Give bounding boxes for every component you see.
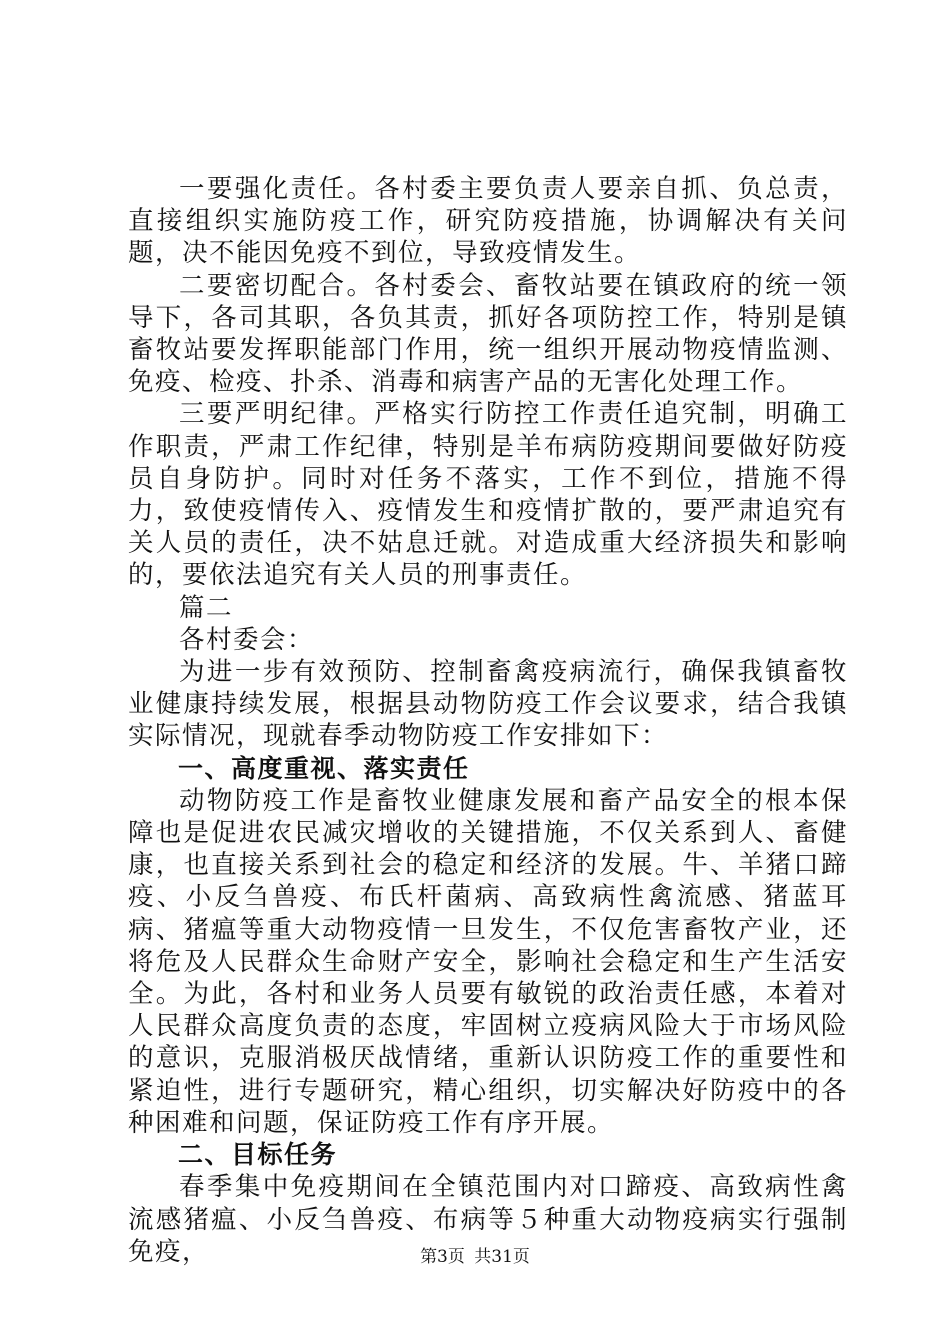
heading-emphasis: 一、高度重视、落实责任	[178, 753, 470, 783]
paragraph-discipline: 三要严明纪律。严格实行防控工作责任追究制，明确工作职责，严肃工作纪律，特别是羊布病防疫期间要做好防疫员自身防护。同时对任务不落实，工作不到位，措施不得力，致使疫情传入、疫情发生和疫情扩散的，要严肃追究有关人员的责任，决不姑息迁就。对造成重大经济损失和影响的，要依法追究有关人员的刑事责任。	[128, 399, 848, 591]
heading-goals: 二、目标任务	[178, 1140, 338, 1170]
paragraph-responsibility: 一要强化责任。各村委主要负责人要亲自抓、负总责，直接组织实施防疫工作，研究防疫措施，协调解决有关问题，决不能因免疫不到位，导致疫情发生。	[128, 174, 848, 269]
page-footer	[0, 1242, 950, 1267]
page-total: 共31页	[474, 1247, 530, 1267]
salutation: 各村委会：	[179, 624, 315, 655]
paragraph-goals: 春季集中免疫期间在全镇范围内对口蹄疫、高致病性禽流感猪瘟、小反刍兽疫、布病等５种重大动物疫病实行强制免疫，	[128, 1172, 848, 1267]
section-label: 篇二	[179, 592, 234, 623]
paragraph-intro: 为进一步有效预防、控制畜禽疫病流行，确保我镇畜牧业健康持续发展，根据县动物防疫工作会议要求，结合我镇实际情况，现就春季动物防疫工作安排如下：	[128, 657, 848, 752]
paragraph-importance: 动物防疫工作是畜牧业健康发展和畜产品安全的根本保障也是促进农民减灾增收的关键措施，不仅关系到人、畜健康，也直接关系到社会的稳定和经济的发展。牛、羊猪口蹄疫、小反刍兽疫、布氏杆菌病、高致病性禽流感、猪蓝耳病、猪瘟等重大动物疫情一旦发生，不仅危害畜牧产业，还将危及人民群众生命财产安全，影响社会稳定和生产生活安全。为此，各村和业务人员要有敏锐的政治责任感，本着对人民群众高度负责的态度，牢固树立疫病风险大于市场风险的意识，克服消极厌战情绪，重新认识防疫工作的重要性和紧迫性，进行专题研究，精心组织，切实解决好防疫中的各种困难和问题，保证防疫工作有序开展。	[128, 785, 848, 1138]
page-number: 第3页	[420, 1247, 465, 1267]
document-body	[128, 173, 848, 1268]
paragraph-cooperation: 二要密切配合。各村委会、畜牧站要在镇政府的统一领导下，各司其职，各负其责，抓好各项防控工作，特别是镇畜牧站要发挥职能部门作用，统一组织开展动物疫情监测、免疫、检疫、扑杀、消毒和病害产品的无害化处理工作。	[128, 270, 848, 398]
